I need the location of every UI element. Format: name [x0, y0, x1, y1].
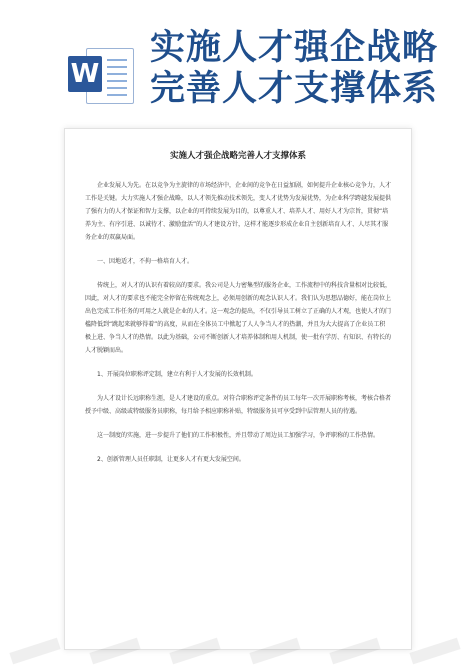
- banner-title-line-1: 实施人才强企战略: [150, 28, 439, 68]
- document-body: [85, 179, 391, 477]
- word-icon: [64, 42, 136, 106]
- banner-title: [150, 28, 470, 110]
- banner-title-line-2: 完善人才支撑体系: [150, 69, 439, 109]
- paragraph-effect: 这一制度的实施，进一步提升了他们的工作积极性，并且带动了周边员工加强学习，争评职称的工作热情。: [97, 432, 380, 439]
- word-badge: W: [68, 56, 102, 92]
- paragraph-title-system: 为人才设计长远职称生涯，是人才建设的重点。对符合职称评定条件的员工每年一次开展职称考核，考核合格者授予中级、高级或特级服务员职称，每月给予相应职称补贴，特级服务员可享受到中层管理人员的待遇。: [85, 395, 392, 415]
- subheading-2: 2、创新管理人员任职制，让更多人才有更大发展空间。: [97, 456, 245, 463]
- section-heading-1: 一、因地适才，不拘一格培育人才。: [97, 258, 194, 265]
- paragraph-intro: 企业发展人为先。在以竞争为主旋律的市场经济中，企业间的竞争在日益加剧，如何提升企业核心竞争力，人才工作是关键。大力实施人才强企战略，以人才领先推动技术领先，变人才优势为发展优势，为企业科学跨越发展提供了强有力的人才保证和智力支撑，以企业的可持续发展为目的，以尊重人才、培养人才、用好人才为宗旨，贯彻“培养为主、有序引进、以诚待才、激励盘活”的人才建设方针，这样才能逐步形成企业自主创新培育人才、人尽其才服务企业的双赢局面。: [85, 182, 392, 241]
- document-paper: [64, 128, 412, 650]
- paragraph-talent-concept: 传统上，对人才的认识有着较高的要求。我公司是人力密集型的服务企业，工作流程中的科技含量相对比较低，因此，对人才的要求也不能完全停留在传统观念上，必须用创新的观念认识人才。我们认为思想品德好，能在岗位上出色完成工作任务的可用之人就是企业的人才。这一观念的提出，不仅引导员工树立了正确的人才观，也使人才的门槛降低到“跳起来就够得着”的高度，从而在全体员工中掀起了人人争当人才的热潮，并且为大大提高了企业员工积极上进、争当人才的热情。以此为基础，公司不断创新人才培养体制和用人机制，使一批有学历、有知识、有特长的人才脱颖而出。: [85, 282, 392, 354]
- document-title: 实施人才强企战略完善人才支撑体系: [169, 151, 306, 161]
- subheading-1: 1、开展岗位职称评定制，建立有利于人才发展的长效机制。: [97, 371, 257, 378]
- watermark-strip: [0, 637, 474, 667]
